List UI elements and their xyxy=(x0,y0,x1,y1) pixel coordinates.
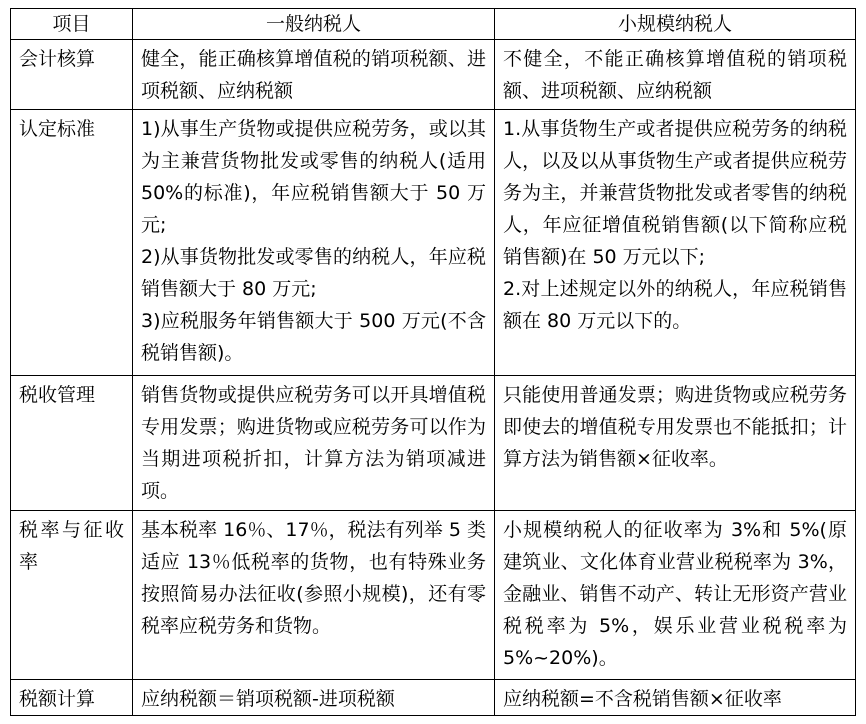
cell-text: 只能使用普通发票；购进货物或应税劳务即使去的增值税专用发票也不能抵扣；计算方法为销售额×征收率。 xyxy=(503,384,847,471)
row-label: 税收管理 xyxy=(11,376,133,511)
cell-text: 应纳税额＝销项税额-进项税额 xyxy=(141,687,395,710)
cell-text: 健全，能正确核算增值税的销项税额、进项税额、应纳税额 xyxy=(141,48,486,102)
table-row xyxy=(11,40,856,110)
general-cell xyxy=(133,109,495,376)
header-general-taxpayer: 一般纳税人 xyxy=(133,9,495,40)
general-cell xyxy=(133,376,495,511)
cell-text: 不健全，不能正确核算增值税的销项税额、进项税额、应纳税额 xyxy=(503,48,847,102)
general-cell xyxy=(133,511,495,679)
cell-text: 销售货物或提供应税劳务可以开具增值税专用发票；购进货物或应税劳务可以作为当期进项税折扣，计算方法为销项减进项。 xyxy=(141,384,486,503)
small-cell xyxy=(495,376,856,511)
small-cell xyxy=(495,40,856,110)
tax-comparison-table xyxy=(10,8,856,716)
cell-text: 2.对上述规定以外的纳税人，年应税销售额在 80 万元以下的。 xyxy=(503,277,847,332)
small-cell xyxy=(495,109,856,376)
small-cell xyxy=(495,511,856,679)
row-label: 认定标准 xyxy=(11,109,133,376)
table-row xyxy=(11,109,856,376)
cell-text: 1.从事货物生产或者提供应税劳务的纳税人，以及以从事货物生产或者提供应税劳务为主，并兼营货物批发或者零售的纳税人，年应征增值税销售额(以下简称应税销售额)在 50 万元以下; xyxy=(503,117,847,268)
header-item: 项目 xyxy=(11,9,133,40)
header-row xyxy=(11,9,856,40)
cell-text: 小规模纳税人的征收率为 3%和 5%(原建筑业、文化体育业营业税税率为 3%，金融业、销售不动产、转让无形资产营业税税率为 5%，娱乐业营业税税率为 5%~20%)。 xyxy=(503,519,847,670)
table-row xyxy=(11,511,856,679)
general-cell xyxy=(133,679,495,715)
cell-text: 基本税率 16％、17％，税法有列举 5 类适应 13％低税率的货物，也有特殊业务按照简易办法征收(参照小规模)，还有零税率应税劳务和货物。 xyxy=(141,519,486,638)
row-label: 会计核算 xyxy=(11,40,133,110)
cell-text: 应纳税额=不含税销售额×征收率 xyxy=(503,687,782,710)
cell-text: 1)从事生产货物或提供应税劳务，或以其为主兼营货物批发或零售的纳税人(适用 50%的标准)，年应税销售额大于 50 万元; xyxy=(141,117,486,236)
cell-text: 2)从事货物批发或零售的纳税人，年应税销售额大于 80 万元; xyxy=(141,245,486,300)
cell-text: 3)应税服务年销售额大于 500 万元(不含税销售额)。 xyxy=(141,309,486,364)
row-label: 税率与征收率 xyxy=(11,511,133,679)
general-cell xyxy=(133,40,495,110)
table-row xyxy=(11,679,856,715)
header-small-scale-taxpayer: 小规模纳税人 xyxy=(495,9,856,40)
row-label: 税额计算 xyxy=(11,679,133,715)
table-row xyxy=(11,376,856,511)
small-cell xyxy=(495,679,856,715)
